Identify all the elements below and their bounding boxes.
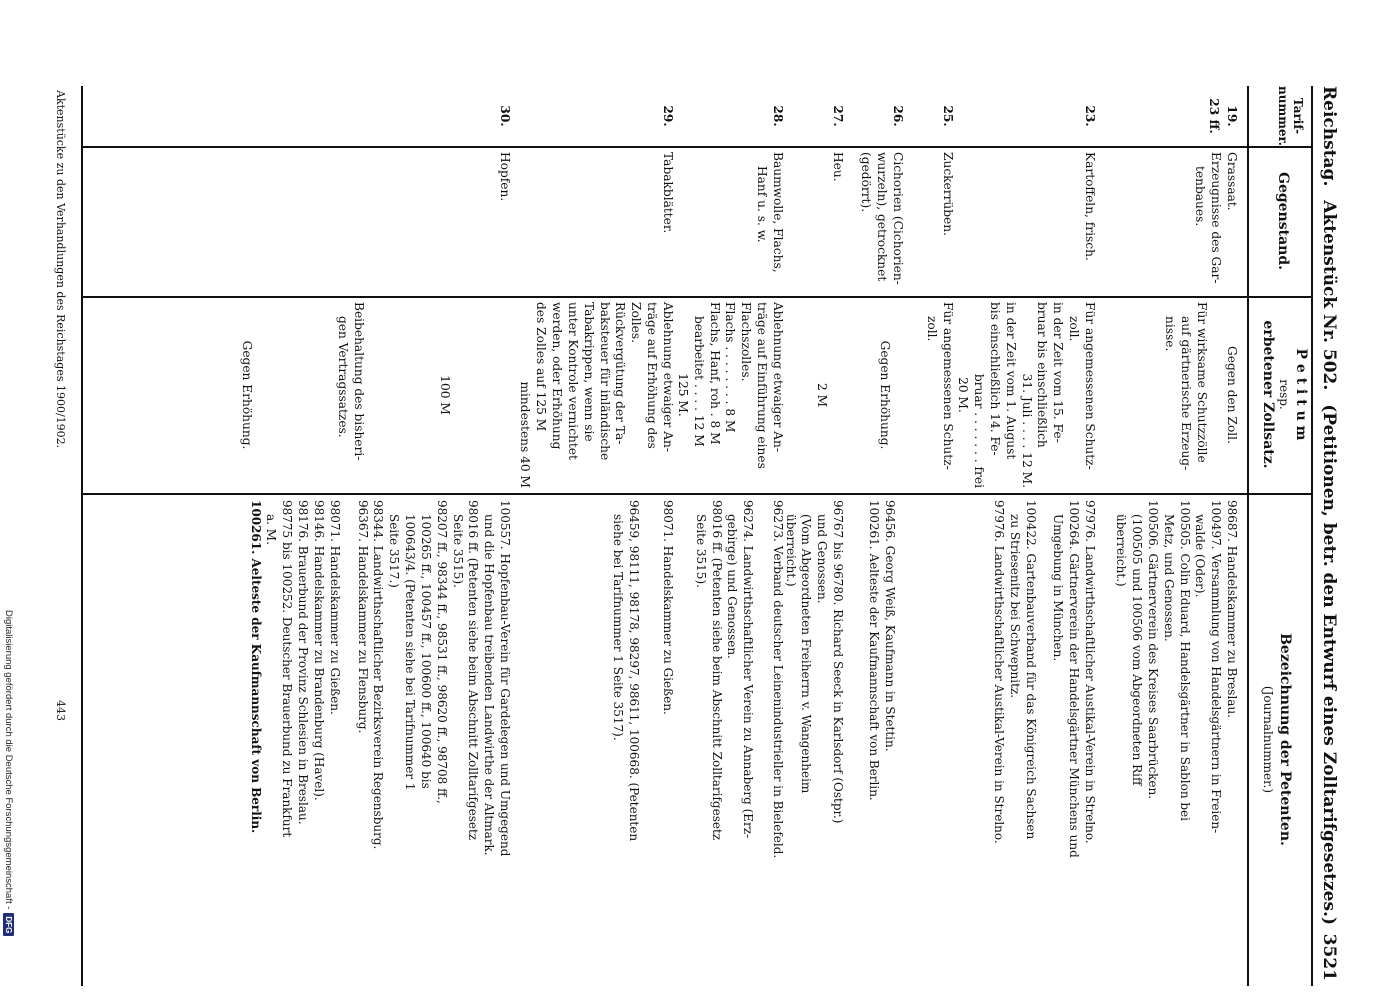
petitioner-entry: a. M. bbox=[264, 514, 279, 545]
subject-line: Grassaat. bbox=[1225, 152, 1239, 211]
digitization-watermark bbox=[3, 610, 14, 936]
petition-line: in der Zeit vom 1. August bbox=[1003, 302, 1018, 460]
petition-line: Gegen Erhöhung. bbox=[240, 340, 255, 450]
petition-line: mindestens 40 M bbox=[518, 381, 533, 488]
subject-line: (gedörrt). bbox=[859, 152, 874, 213]
row-petitioners bbox=[247, 500, 512, 982]
column-divider-3 bbox=[83, 493, 1313, 495]
petition-line: zoll. bbox=[925, 316, 940, 342]
row-number: 26. bbox=[891, 105, 905, 127]
petition-line: Flachs, Hanf, roh . 8 M bbox=[707, 302, 722, 445]
petition-line: Für angemessenen Schutz- bbox=[1083, 302, 1097, 470]
petition-line: 2 M bbox=[815, 382, 829, 408]
petitioner-entry: 100557. Hopfenbau-Verein für Gardelegen und Umgegend bbox=[498, 500, 512, 857]
petitioner-entry: 96767 bis 96780. Richard Seeck in Karlsdorf (Ostpr.) bbox=[831, 500, 845, 824]
subject-line: Cichorien (Cichorien- bbox=[891, 152, 905, 285]
row-number: 23. bbox=[1083, 105, 1097, 127]
petition-line: nisse. bbox=[1163, 316, 1178, 352]
petitioner-entry: 97976. Landwirthschaftlicher Austikal-Verein in Strelno. bbox=[991, 500, 1006, 844]
petition-line: unter Kontrole vernichtet bbox=[565, 302, 580, 460]
row-subject bbox=[939, 152, 955, 292]
table-top-rule bbox=[1311, 86, 1313, 986]
petitioner-entry: siehe bei Tarifnummer 1 Seite 3517). bbox=[611, 514, 626, 741]
petitioner-entry: 98016 ff. (Petenten siehe beim Abschnitt Zolltarifgesetz bbox=[466, 500, 481, 841]
petition-line: Gegen den Zoll. bbox=[1225, 346, 1239, 444]
row-petition bbox=[876, 302, 892, 488]
petitioner-entry: 96367. Handelskammer zu Flensburg. bbox=[355, 500, 370, 734]
row-subject bbox=[659, 152, 675, 292]
petition-line: Flachszolles. bbox=[739, 302, 754, 382]
header-subject: (Petitionen, betr. den Entwurf eines Zolltarifgesetzes.) bbox=[1319, 404, 1339, 926]
row-petition bbox=[239, 302, 512, 488]
column-divider-1 bbox=[83, 146, 1313, 148]
row-petitioners bbox=[610, 500, 675, 982]
subject-line: wurzeln), getrocknet bbox=[875, 152, 890, 282]
petition-line: zoll. bbox=[1067, 316, 1082, 342]
row-subject bbox=[753, 152, 785, 292]
petition-line: Zolles. bbox=[629, 302, 644, 343]
subject-line: Kartoffeln, frisch. bbox=[1083, 152, 1097, 261]
row-number: 27. bbox=[831, 105, 845, 127]
column-header-tariff-line: Tarif- bbox=[1291, 97, 1305, 135]
row-petitioners bbox=[782, 500, 845, 982]
petitioner-entry: Metz, und Genossen. bbox=[1161, 514, 1176, 642]
petitioner-entry: 98071. Handelskammer zu Gießen. bbox=[661, 500, 675, 715]
petition-line: 125 M. bbox=[675, 373, 690, 417]
petitioner-entry: 100422. Gartenbauverband für das Königreich Sachsen bbox=[1023, 500, 1038, 840]
petitioner-entry: walde (Oder). bbox=[1193, 514, 1208, 598]
subject-line: Tabakblätter. bbox=[661, 152, 675, 234]
table-bottom-rule bbox=[82, 86, 84, 986]
row-number: 19. bbox=[1225, 105, 1239, 127]
petitioner-entry: überreicht.) bbox=[1114, 514, 1129, 587]
petitioner-entry: 97976. Landwirthschaftlicher Austikal-Verein in Strelno. bbox=[1083, 500, 1097, 844]
column-header-tariff bbox=[1275, 86, 1305, 146]
petitioner-entry: (100505 und 100506 vom Abgeordneten Riff bbox=[1130, 514, 1145, 786]
header-document-number: Aktenstück Nr. 502. bbox=[1319, 200, 1339, 391]
petition-line: auf gärtnerische Erzeug- bbox=[1179, 316, 1194, 471]
petitioner-entry: 100261. Aelteste der Kaufmannschaft von Berlin. bbox=[867, 500, 882, 801]
petitioner-entry: gebirge) und Genossen. bbox=[725, 514, 740, 659]
petitioner-entry: 98775 bis 100252. Deutscher Brauerbund zu Frankfurt bbox=[280, 500, 295, 838]
row-subject bbox=[1081, 152, 1097, 292]
petitioner-entry: 98146. Handelskammer zu Brandenburg (Havel). bbox=[311, 500, 326, 801]
petition-line: Rückvergütung der Ta- bbox=[613, 302, 628, 445]
petitioner-entry: (Vom Abgeordneten Freiherrn v. Wangenheim bbox=[799, 514, 814, 794]
column-header-petition-line: resp. bbox=[1277, 379, 1292, 410]
column-divider-2 bbox=[83, 296, 1313, 298]
subject-line: Hanf u. s. w. bbox=[755, 166, 770, 243]
row-petition bbox=[923, 302, 955, 488]
header-bottom-rule bbox=[1248, 86, 1250, 986]
petitioner-entry: und die Hopfenbau treibenden Landwirthe der Altmark. bbox=[482, 514, 497, 856]
row-petitioners bbox=[990, 500, 1097, 982]
petitioner-entry: 98071. Handelskammer zu Gießen. bbox=[327, 500, 342, 715]
petitioner-entry: 96459, 98111, 98178, 98297, 98611, 100668. (Petenten bbox=[627, 500, 642, 842]
petitioner-entry: 98687. Handelskammer zu Breslau. bbox=[1225, 500, 1239, 718]
page-header bbox=[1319, 86, 1339, 981]
row-subject bbox=[857, 152, 905, 292]
row-petition bbox=[954, 302, 1097, 488]
petition-line: bruar . . . . . . . frei bbox=[971, 373, 986, 488]
subject-line: Erzeugnisse des Gar- bbox=[1209, 152, 1224, 284]
petitioner-entry: 98176. Brauerbund der Provinz Schlesien in Breslau. bbox=[296, 500, 311, 825]
row-petitioners bbox=[865, 500, 897, 982]
petition-line: in der Zeit vom 15. Fe- bbox=[1051, 302, 1066, 443]
column-header-petitioners-line: (Journalnummer.) bbox=[1261, 685, 1276, 794]
subject-line: Zuckerrüben. bbox=[941, 152, 955, 236]
petitioner-entry: zu Striesenitz bei Schwepnitz. bbox=[1007, 514, 1022, 699]
footer-source: Aktenstücke zu den Verhandlungen des Reichstages 1900/1902. bbox=[54, 90, 67, 449]
row-subject bbox=[1191, 152, 1239, 292]
petition-line: Gegen Erhöhung. bbox=[878, 340, 892, 450]
petition-line: träge auf Erhöhung des bbox=[645, 302, 660, 449]
column-header-petitioners-line: Bezeichnung der Petenten. bbox=[1277, 633, 1293, 846]
subject-line: Hopfen. bbox=[498, 152, 512, 202]
row-petitioners bbox=[1112, 500, 1239, 982]
petitioner-entry: 96274. Landwirthschaftlicher Verein zu Annaberg (Erz- bbox=[741, 500, 756, 839]
petition-line: bis einschließlich 14. Fe- bbox=[987, 302, 1002, 456]
petition-line: gen Vertragssatzes. bbox=[336, 316, 351, 438]
petition-line: bruar bis einschließlich bbox=[1035, 302, 1050, 448]
petition-line: träge auf Einführung eines bbox=[755, 302, 770, 469]
petition-line: 20 M. bbox=[956, 377, 971, 413]
row-petition bbox=[674, 302, 785, 488]
row-number: 25. bbox=[941, 105, 955, 127]
header-page-number: 3521 bbox=[1319, 933, 1339, 981]
petitioner-entry: 98344. Landwirthschaftlicher Bezirksverein Regensburg. bbox=[371, 500, 386, 850]
petitioner-entry: Seite 3517.) bbox=[387, 514, 402, 588]
row-petition bbox=[813, 302, 829, 488]
row-number: 23 ff. bbox=[1207, 98, 1221, 134]
subject-line: tenbaues. bbox=[1193, 166, 1208, 227]
petitioner-entry: 100506. Gärtnerverein des Kreises Saarbrücken. bbox=[1145, 500, 1160, 800]
petitioner-entry: 98016 ff. (Petenten siehe beim Abschnitt Zolltarifgesetz bbox=[709, 500, 724, 841]
row-petition bbox=[1162, 302, 1239, 488]
petition-line: werden, oder Erhöhung bbox=[549, 302, 564, 450]
petitioner-entry: 100643/4. (Petenten siehe bei Tarifnummer 1 bbox=[403, 514, 418, 791]
petitioner-entry: Seite 3515). bbox=[693, 514, 708, 588]
petitioner-entry: 100261. Aelteste der Kaufmannschaft von Berlin. bbox=[248, 500, 263, 834]
petition-line: baksteuer für inländische bbox=[597, 302, 612, 461]
header-title bbox=[1319, 86, 1339, 933]
petitioner-entry: und Genossen. bbox=[815, 514, 830, 604]
row-number: 30. bbox=[498, 105, 512, 127]
column-header-petition-line: erbetener Zollsatz. bbox=[1260, 320, 1277, 469]
petition-line: Tabakrippen, wenn sie bbox=[581, 302, 596, 442]
petitioner-entry: 100505. Colin Eduard, Handelsgärtner in Sablon bei bbox=[1177, 500, 1192, 821]
watermark-text: Digitalisierung gefördert durch die Deutsche Forschungsgemeinschaft - bbox=[3, 610, 14, 910]
column-header-petition bbox=[1259, 296, 1309, 493]
petitioner-entry: 96273. Verband deutscher Leinenindustrieller in Bielefeld. bbox=[771, 500, 785, 859]
petition-line: 100 M bbox=[438, 375, 452, 415]
petition-line: Für angemessenen Schutz- bbox=[941, 302, 955, 470]
footer-page-number: 443 bbox=[54, 700, 67, 721]
column-header-subject: Gegenstand. bbox=[1275, 172, 1291, 270]
petition-line: Ablehnung etwaiger An- bbox=[771, 302, 785, 452]
petition-line: Ablehnung etwaiger An- bbox=[661, 302, 675, 452]
petitioner-entry: Seite 3515). bbox=[450, 514, 465, 588]
petition-line: 31. Juli . . . . 12 M. bbox=[1019, 373, 1034, 488]
header-reichstag: Reichstag. bbox=[1319, 86, 1339, 187]
column-header-tariff-line: nummer. bbox=[1276, 86, 1290, 146]
row-petitioners bbox=[692, 500, 785, 982]
column-header-petition-line: P e t i t u m bbox=[1293, 348, 1309, 441]
petition-line: bearbeitet . . . . 12 M bbox=[691, 316, 706, 447]
petition-line: Flachs . . . . . . . . 8 M bbox=[723, 302, 738, 433]
petitioner-entry: überreicht.) bbox=[783, 514, 798, 587]
petitioner-entry: 100265 ff., 100457 ff., 100600 ff., 100640 bis bbox=[418, 514, 433, 789]
dfg-logo: DFG bbox=[3, 913, 14, 936]
row-number: 28. bbox=[771, 105, 785, 127]
petitioner-entry: Umgebung in München. bbox=[1051, 514, 1066, 662]
row-subject bbox=[496, 152, 512, 292]
petition-line: Beibehaltung des bisheri- bbox=[352, 302, 367, 461]
petition-line: Für wirksame Schutzzölle bbox=[1195, 302, 1210, 463]
column-header-petitioners bbox=[1261, 493, 1294, 986]
petitioner-entry: 96456. Georg Weiß, Kaufmann in Stettin. bbox=[883, 500, 897, 752]
petition-line: des Zolles auf 125 M bbox=[534, 302, 549, 432]
petitioner-entry: 98207 ff., 98344 ff., 98531 ff., 98620 ff., 98708 ff., bbox=[434, 500, 449, 804]
subject-line: Baumwolle, Flachs, bbox=[771, 152, 785, 273]
petitioner-entry: 100264. Gärtnerverein der Handelsgärtner Münchens und bbox=[1067, 500, 1082, 858]
row-petition bbox=[516, 302, 675, 488]
row-subject bbox=[829, 152, 845, 292]
row-number: 29. bbox=[661, 105, 675, 127]
subject-line: Heu. bbox=[831, 152, 845, 182]
petitioner-entry: 100497. Versammlung von Handelsgärtnern in Freien- bbox=[1209, 500, 1224, 834]
